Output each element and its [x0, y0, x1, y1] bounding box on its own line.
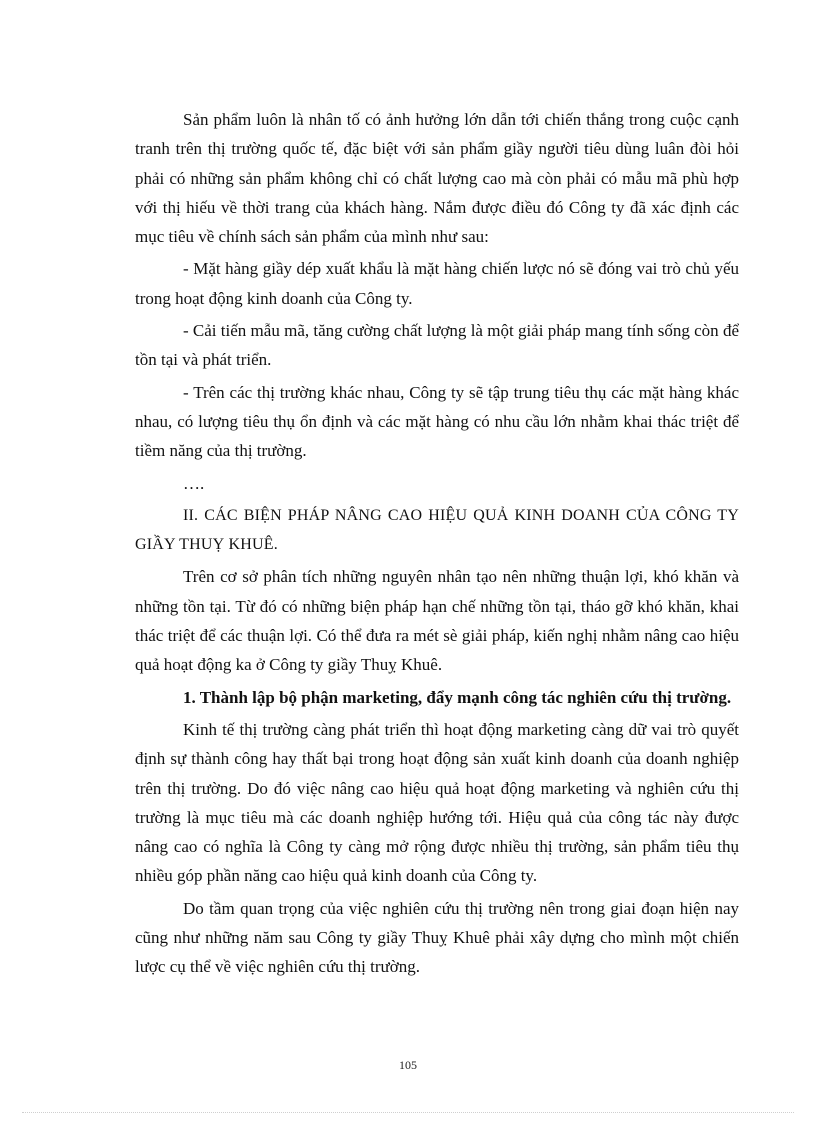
document-page: [135, 105, 739, 985]
ellipsis: ….: [183, 473, 205, 493]
subheading-marketing: 1. Thành lập bộ phận marketing, đẩy mạnh công tác nghiên cứu thị trường.: [183, 687, 732, 707]
section-heading-ii: II. CÁC BIỆN PHÁP NÂNG CAO HIỆU QUẢ KINH DOANH CỦA CÔNG TY GIẦY THUỴ KHUÊ.: [135, 506, 739, 554]
page-number: 105: [399, 1058, 417, 1072]
page-bottom-divider: [22, 1112, 794, 1113]
paragraph-analysis: Trên cơ sở phân tích những nguyên nhân tạo nên những thuận lợi, khó khăn và những tồn tại. Từ đó có những biện pháp hạn chế những tồn tại, tháo gỡ khó khăn, khai thác triệt để các thuận lợi. Có thể đưa ra mét sè giải pháp, kiến nghị nhằm nâng cao hiệu quả hoạt động ka ở Công ty giầy Thuỵ Khuê.: [135, 567, 739, 675]
paragraph-market-research: Do tầm quan trọng của việc nghiên cứu thị trường nên trong giai đoạn hiện nay cũng như những năm sau Công ty giầy Thuỵ Khuê phải xây dựng cho mình một chiến lược cụ thể về việc nghiên cứu thị trường.: [135, 898, 739, 977]
bullet-market-focus: - Trên các thị trường khác nhau, Công ty sẽ tập trung tiêu thụ các mặt hàng khác nhau, có lượng tiêu thụ ổn định và các mặt hàng có nhu cầu lớn nhằm khai thác triệt để tiềm năng của thị trường.: [135, 382, 739, 461]
bullet-export-footwear: - Mặt hàng giầy dép xuất khẩu là mặt hàng chiến lược nó sẽ đóng vai trò chủ yếu trong hoạt động kinh doanh của Công ty.: [135, 259, 739, 308]
bullet-design-improvement: - Cải tiến mẫu mã, tăng cường chất lượng là một giải pháp mang tính sống còn để tồn tại và phát triển.: [135, 321, 739, 370]
paragraph-marketing-role: Kinh tế thị trường càng phát triển thì hoạt động marketing càng dữ vai trò quyết định sự thành công hay thất bại trong hoạt động sản xuất kinh doanh của doanh nghiệp trên thị trường. Do đó việc nâng cao hiệu quả hoạt động marketing và nghiên cứu thị trường là mục tiêu mà các doanh nghiệp hướng tới. Hiệu quả của công tác này được nâng cao có nghĩa là Công ty càng mở rộng được nhiều thị trường, sản phẩm tiêu thụ nhiều góp phần năng cao hiệu quả kinh doanh của Công ty.: [135, 719, 739, 886]
paragraph-product-policy: Sản phẩm luôn là nhân tố có ảnh hưởng lớn dẫn tới chiến thắng trong cuộc cạnh tranh trên thị trường quốc tế, đặc biệt với sản phẩm giầy người tiêu dùng luân đòi hỏi phải có những sản phẩm không chỉ có chất lượng cao mà còn phải có mẫu mã phù hợp với thị hiếu về thời trang của khách hàng. Nắm được điều đó Công ty đã xác định các mục tiêu về chính sách sản phẩm của mình như sau:: [135, 110, 739, 247]
